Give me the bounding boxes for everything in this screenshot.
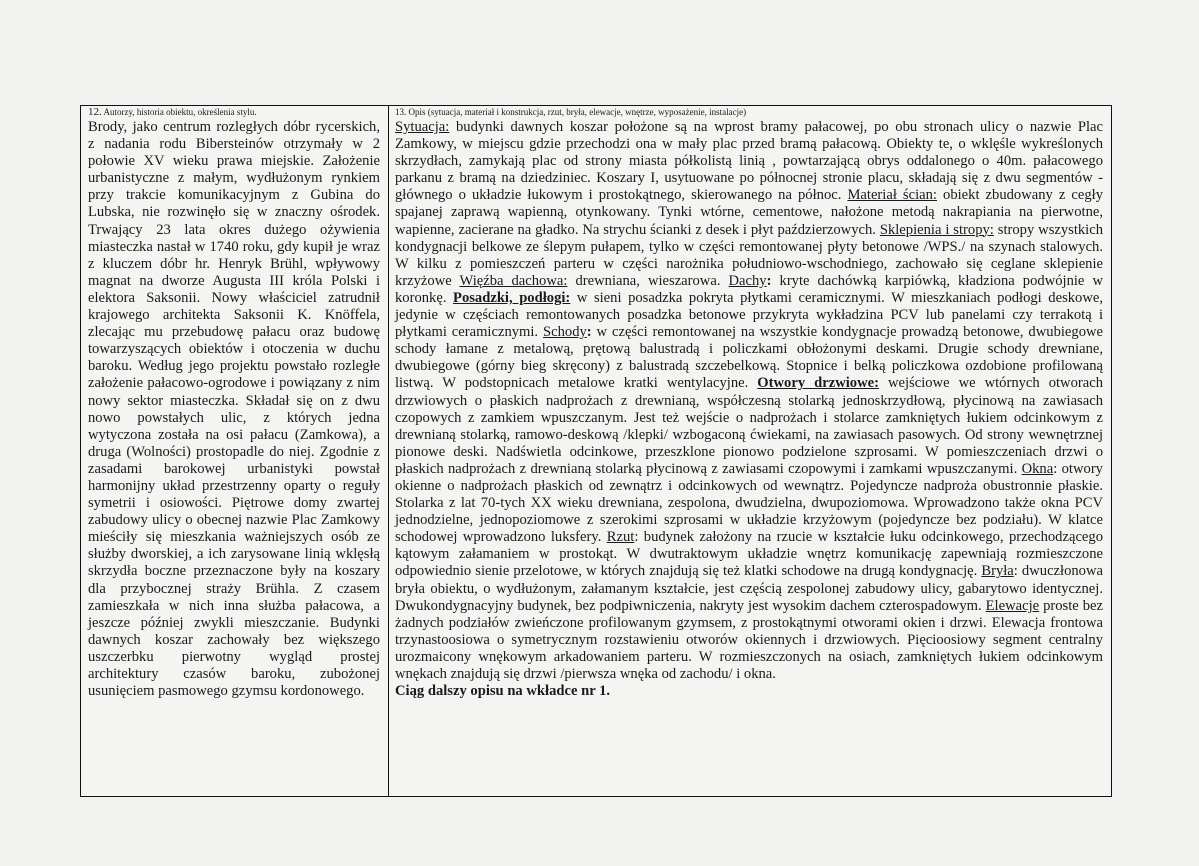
section-label-plan: Rzut — [606, 529, 635, 546]
section-text-vaults: stropy wszystkich kondygnacji belkowe ze ślepym pułapem, tylko w części remontowanej płyty betonowe /WPS./ na szynach stalowych. W kilku z pomieszczeń parteru w części narożnika południowo-wschodniego, zachowało się ceglane sklepienie krzyżowe — [395, 221, 1104, 289]
description-text — [395, 119, 1103, 683]
section-colon-roofs: : — [766, 272, 772, 289]
section-text-situation: budynki dawnych koszar położone są na wprost bramy pałacowej, po obu stronach ulicy o nazwie Plac Zamkowy, w miejscu gdzie przechodzi ona w mały plac przed bramą pałacową. Obiekty te, o wklęśle wykreślonych skrzydłach, zamykają plac od strony miasta półkolistą linią , powtarzającą obrys oddalonego o 40m. pałacowego parkanu z bramą na dziedziniec. Koszary I, usytuowane po północnej stronie placu, składają się z dwu segmentów -głównego o układzie łukowym i prostokątnego, skierowanego na północ. — [395, 119, 1103, 204]
section-label-windows: Okna — [1021, 460, 1054, 477]
history-heading-text: Autorzy, historia obiektu, określenia stylu. — [103, 107, 257, 117]
section-label-doors: Otwory drzwiowe: — [757, 375, 879, 392]
continuation-note: Ciąg dalszy opisu na wkładce nr 1. — [395, 683, 611, 700]
section-label-situation: Sytuacja: — [395, 119, 450, 135]
history-column — [81, 106, 389, 796]
section-label-floors: Posadzki, podłogi: — [453, 289, 571, 306]
section-label-stairs: Schody — [543, 324, 587, 341]
section-label-form: Bryła — [981, 563, 1014, 580]
section-text-roof-truss: drewniana, wieszarowa. — [567, 272, 729, 289]
section-label-walls: Materiał ścian: — [847, 187, 937, 204]
section-colon-stairs: : — [586, 324, 592, 341]
history-text: Brody, jako centrum rozległych dóbr rycerskich, z nadania rodu Bibersteinów otrzymały w 2 połowie XV wieku prawa miejskie. Założenie urbanistyczne z małym, wydłużonym rynkiem przy trakcie komunikacyjnym z Gubina do Lubska, nie rozwinęło się w znaczny ośrodek. Trwający 23 lata okres dużego ożywienia miasteczka nastał w 1740 roku, gdy kupił je wraz z kluczem dóbr hr. Henryk Brühl, wpływowy magnat na dworze Augusta III króla Polski i elektora Saksonii. Nowy właściciel zatrudnił krajowego architekta Saksonii K. Knöffela, zlecając mu przebudowę pałacu oraz budowę towarzyszących obiektów i otoczenia w duchu baroku. Według jego projektu powstało rozległe założenie pałacowo-ogrodowe i powiązany z nim nowy sektor miasteczka. Składał się on z dwu nowo powstałych ulic, z których jedna wytyczona została na osi pałacu (Zamkowa), a druga (Wolności) prostopadle do niej. Zgodnie z zasadami barokowej urbanistyki powstał harmonijny układ przestrzenny oparty o reguły symetrii i osiowości. Piętrowe domy zwartej zabudowy ulicy o obecnej nazwie Plac Zamkowy mieściły się mieszkania ważniejszych osób ze służby dworskiej, a ich zarysowane linią wklęsłą skrzydła boczne przeznaczone były na koszary dla przybocznej straży Brühla. Z czasem zamieszkała w nich inna służba pałacowa, a jeszcze później zwykli mieszczanie. Budynki dawnych koszar zachowały bez większego uszczerbku pierwotny wygląd prostej architektury czasów baroku, zubożonej usunięciem pasmowego gzymsu kordonowego. — [88, 119, 380, 700]
description-heading — [395, 107, 1103, 118]
description-heading-text: Opis (sytuacja, materiał i konstrukcja, rzut, bryła, elewacje, wnętrze, wyposażenie, instalacje) — [408, 107, 747, 117]
section-label-roofs: Dachy — [728, 272, 767, 289]
description-heading-number: 13. — [395, 107, 407, 117]
section-text-stairs: w części remontowanej na wszystkie kondygnacje prowadzą betonowe, dwubiegowe schody łamane z metalową, prętową balustradą i policzkami obłożonymi deskami. Drugie schody drewniane, dwubiegowe (górny bieg skręcony) z balustradą szczebelkową. Stopnice i belką policzkowa ozdobione profilowaną listwą. W podstopnicach metalowe kratki wentylacyjne. — [395, 324, 1104, 392]
description-column — [389, 106, 1111, 796]
section-text-doors: wejściowe we wtórnych otworach drzwiowych o płaskich nadprożach z drewnianą, współczesną stolarką jednoskrzydłową, płycinową na zawiasach czopowych z zamkiem wpuszczanym. Jest też wejście o nadprożach i stolarce zamkniętych łukiem odcinkowym z drewnianą stolarką, ramowo-deskową /klepki/ wzbogaconą ćwiekami, na zawiasach pasowych. Od strony wewnętrznej pionowe deski. Nadświetla odcinkowe, przeszklone pionowo podzielone szprosami. W pomieszczeniach drzwi o płaskich nadprożach z drewnianą stolarką płycinową z zawiasami czopowymi i zamkami wpuszczanymi. — [395, 375, 1104, 477]
history-heading-number: 12. — [88, 106, 102, 118]
section-text-walls: obiekt zbudowany z cegły spajanej zaprawą wapienną, otynkowany. Tynki wtórne, cementowe, nałożone metodą nakrapiania na pierwotne, wapienne, zacierane na gładko. Na strychu ścianki z desek i płyt paździerzowych. — [395, 187, 1103, 238]
history-heading — [88, 107, 380, 118]
section-label-vaults: Sklepienia i stropy: — [879, 221, 994, 238]
section-text-floors: w sieni posadzka pokryta płytkami ceramicznymi. W mieszkaniach podłogi deskowe, jedynie w częściach remontowanych posadzka betonowe przykryta wykładzina PCV lub panelami czy terrakotą i płytkami ceramicznymi. — [395, 289, 1104, 341]
section-text-roofs: kryte dachówką karpiówką, kładziona podwójnie w koronkę. — [395, 272, 1103, 306]
section-label-roof-truss: Więźba dachowa: — [459, 272, 568, 289]
section-text-form: : dwuczłonowa bryła obiektu, o wydłużonym, załamanym kształcie, jest częścią zespolonej zabudowy ulicy, gabarytowo identycznej. Dwukondygnacyjny budynek, bez podpiwniczenia, nakryty jest wysokim dachem czterospadowym. — [395, 563, 1103, 614]
section-text-plan: : budynek założony na rzucie w kształcie łuku odcinkowego, przechodzącego kątowym załamaniem w prostokąt. W dwutraktowym układzie wnętrz komunikację zapewniają rozmieszczone odpowiednio sienie przelotowe, w których znajdują się też klatki schodowe na drugą kondygnację. — [395, 529, 1103, 580]
record-card-table — [80, 105, 1112, 797]
section-text-elevations: proste bez żadnych podziałów zwieńczone profilowanym gzymsem, z prostokątnymi otworami okien i drzwi. Elewacja frontowa trzynastoosiowa o symetrycznym rozstawieniu otworów okiennych i drzwiowych. Pięcioosiowy segment centralny urozmaicony wnękowym arkadowaniem parteru. W rozmieszczonych na osiach, zamkniętych łukiem odcinkowym wnękach znajdują się drzwi /pierwsza wnęka od zachodu/ i okna. — [395, 597, 1104, 682]
section-label-elevations: Elewacje — [985, 597, 1040, 614]
section-text-windows: : otwory okienne o nadprożach płaskich od zewnątrz i odcinkowych od wewnątrz. Pojedyncze nadproża obustronnie płaskie. Stolarka z lat 70-tych XX wieku drewniana, zespolona, dwudzielna, dwupoziomowa. Wprowadzono także okna PCV jednodzielne, jednopoziomowe z szerokimi szprosami w układzie krzyżowym (pojedyncze bez podziału). W klatce schodowej wprowadzono luksfery. — [395, 460, 1103, 546]
